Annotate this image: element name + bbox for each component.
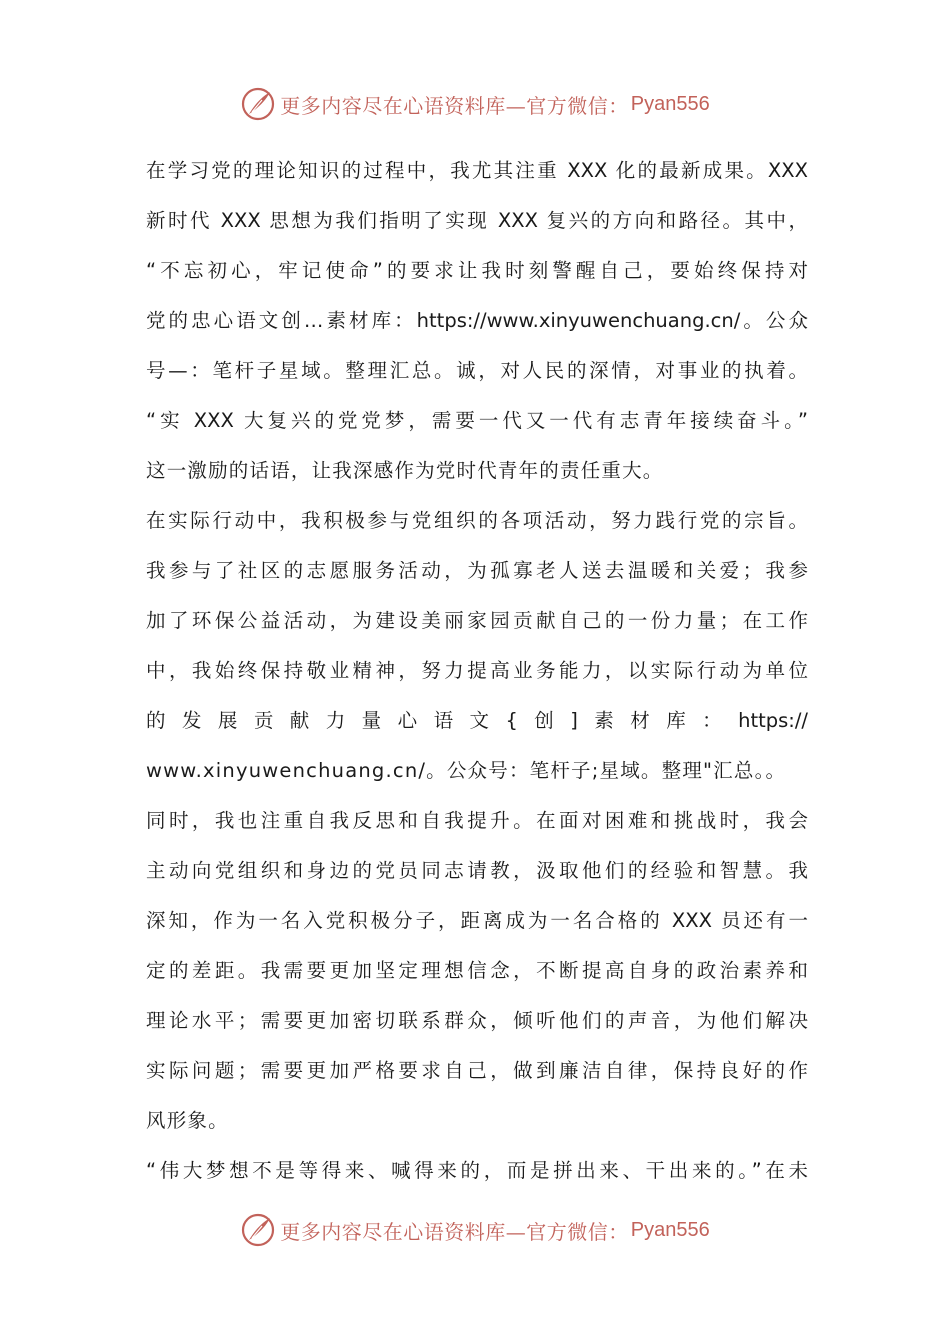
text-line: “不忘初心，牢记使命”的要求让我时刻警醒自己，要始终保持对 <box>146 259 808 282</box>
footer-banner <box>0 1208 950 1252</box>
text-line: 中，我始终保持敬业精神，努力提高业务能力，以实际行动为单位 <box>146 659 808 682</box>
header-banner <box>0 82 950 126</box>
wechat-id: Pyan556 <box>630 92 710 115</box>
text-line: “实 XXX 大复兴的党党梦，需要一代又一代有志青年接续奋斗。” <box>146 409 808 432</box>
text-line: 新时代 XXX 思想为我们指明了实现 XXX 复兴的方向和路径。其中， <box>146 209 808 232</box>
text-line: 号—：笔杆子星域。整理汇总。诚，对人民的深情，对事业的执着。 <box>146 359 808 382</box>
quill-logo-icon <box>240 1212 276 1248</box>
banner-text: 更多内容尽在心语资料库—官方微信： <box>280 93 629 118</box>
banner-text: 更多内容尽在心语资料库—官方微信： <box>280 1219 629 1244</box>
text-line: “伟大梦想不是等得来、喊得来的，而是拼出来、干出来的。”在未 <box>146 1159 808 1182</box>
text-line: 定的差距。我需要更加坚定理想信念，不断提高自身的政治素养和 <box>146 959 808 982</box>
text-line: 实际问题；需要更加严格要求自己，做到廉洁自律，保持良好的作 <box>146 1059 808 1082</box>
text-line: 深知，作为一名入党积极分子，距离成为一名合格的 XXX 员还有一 <box>146 909 808 932</box>
text-line: 在实际行动中，我积极参与党组织的各项活动，努力践行党的宗旨。 <box>146 509 808 532</box>
text-line: 在学习党的理论知识的过程中，我尤其注重 XXX 化的最新成果。XXX <box>146 159 808 182</box>
text-line: 风形象。 <box>146 1109 229 1132</box>
text-line: 的发展贡献力量心语文{创]素材库：https:// <box>146 709 808 732</box>
text-line: 同时，我也注重自我反思和自我提升。在面对困难和挑战时，我会 <box>146 809 808 832</box>
wechat-id: Pyan556 <box>630 1218 710 1241</box>
text-line: 理论水平；需要更加密切联系群众，倾听他们的声音，为他们解决 <box>146 1009 808 1032</box>
text-line: www.xinyuwenchuang.cn/。公众号：笔杆子;星域。整理"汇总。。 <box>146 759 787 782</box>
quill-logo-icon <box>240 86 276 122</box>
text-line: 加了环保公益活动，为建设美丽家园贡献自己的一份力量；在工作 <box>146 609 808 632</box>
text-line: 我参与了社区的志愿服务活动，为孤寡老人送去温暖和关爱；我参 <box>146 559 808 582</box>
text-line: 党的忠心语文创…素材库：https://www.xinyuwenchuang.cn/。公众 <box>146 309 808 332</box>
text-line: 这一激励的话语，让我深感作为党时代青年的责任重大。 <box>146 459 664 482</box>
text-line: 主动向党组织和身边的党员同志请教，汲取他们的经验和智慧。我 <box>146 859 808 882</box>
document-body <box>146 146 808 1196</box>
